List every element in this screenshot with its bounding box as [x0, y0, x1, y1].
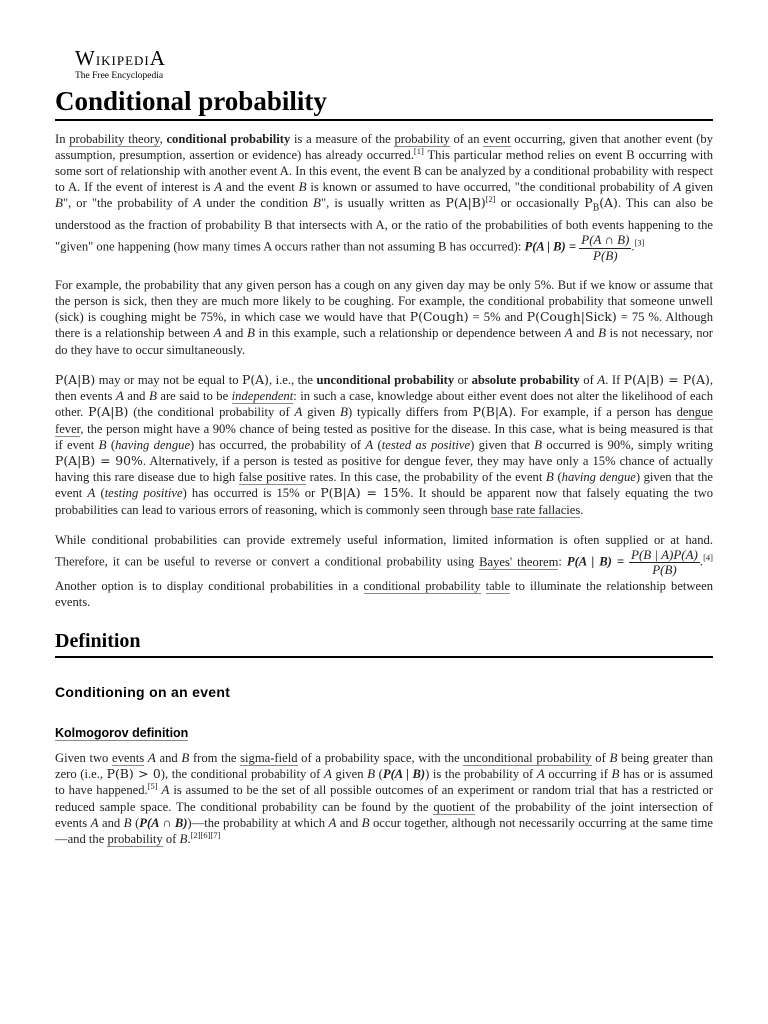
intro-paragraph: In probability theory, conditional probability is a measure of the probability of an event occurring, given that another event (by assumption, presumption, assertion or evidence) has already occurred.[1] This particular method relies on event B occurring with some sort of relationship with another event A. In this event, the event B can be analyzed by a conditional probability with respect to A. If the event of interest is A and the event B is known or assumed to have occurred, "the conditional probability of A given B", or "the probability of A under the condition B", is usually written as P(A|B)[2] or occasionally $P_B(A)$. This can also be understood as the fraction of probability B that intersects with A, or the ratio of the probabilities of both events happening to the "given" one happening (how many times A occurs rather than not assuming B has occurred): P(A | B) = $\frac{P(A \cap B)}{P(B)}$ .[3] — [55, 131, 714, 263]
link-events[interactable]: events — [112, 750, 145, 765]
link-base-rate-fallacies[interactable]: base rate fallacies — [490, 502, 581, 517]
logo-tagline: The Free Encyclopedia — [75, 71, 164, 81]
heading-conditioning-on-an-event: Conditioning on an event — [55, 683, 231, 700]
link-false-positive[interactable]: false positive — [238, 470, 306, 485]
bayes-paragraph: While conditional probabilities can provide extremely useful information, limited information is often supplied or at hand. Therefore, it can be useful to reverse or convert a conditional probability using Bayes' theorem: P(A | B) = $\frac{P(B | A)P(A)}{P(B)}$ .[4] Another option is to display conditional probabilities in a conditional probability table to illuminate the relationship between events. — [55, 532, 713, 609]
kolmogorov-paragraph: Given two events A and B from the sigma-field of a probability space, with the unconditional probability of B being greater than zero (i.e., P(B) > 0), the conditional probability of A given B (P(A | B)) is the probability of A occurring if B has or is assumed to have happened.[5] A is assumed to be the set of all possible outcomes of an experiment or random trial that has a restricted or reduced sample space. The conditional probability can be found by the quotient of the probability of the joint intersection of events A and B (P(A ∩ B))—the probability at which A and B occur together, although not necessarily occurring at the same time—and the probability of B.[2][6][7] — [55, 749, 714, 846]
formula-definition-lhs: P(A | B) = — [524, 239, 577, 254]
link-unconditional-probability[interactable]: unconditional probability — [463, 750, 592, 765]
ref-2[interactable]: [2] — [485, 194, 496, 205]
link-event[interactable]: event — [483, 131, 511, 146]
ref-5[interactable]: [5] — [147, 781, 158, 792]
formula-bayes-lhs: P(A | B) = — [566, 554, 625, 569]
link-probability-2[interactable]: probability — [107, 831, 163, 846]
link-bayes-theorem[interactable]: Bayes' theorem — [479, 554, 559, 569]
term-conditional-probability: conditional probability — [166, 131, 291, 146]
formula-bayes-fraction: $\frac{P(B | A)P(A)}{P(B)}$ — [631, 546, 698, 578]
link-probability-theory[interactable]: probability theory — [69, 131, 160, 146]
link-quotient[interactable]: quotient — [433, 799, 475, 814]
heading-definition: Definition — [55, 630, 713, 658]
article — [55, 48, 713, 847]
independence-paragraph: P(A|B) may or may not be equal to P(A), i.e., the unconditional probability or absolute probability of A. If P(A|B) = P(A), then events A and B are said to be independent: in such a case, knowledge about either event does not alter the likelihood of each other. P(A|B) (the conditional probability of A given B) typically differs from P(B|A). For example, if a person has dengue fever, the person might have a 90% chance of being tested as positive for the disease. In this case, what is being measured is that if event B (having dengue) has occurred, the probability of A (tested as positive) given that B occurred is 90%, simply writing P(A|B) = 90%. Alternatively, if a person is tested as positive for dengue fever, they may have only a 15% chance of actually having this rare disease due to high false positive rates. In this case, the probability of the event B (having dengue) given that the event A (testing positive) has occurred is 15% or P(B|A) = 15%. It should be apparent now that falsely equating the two probabilities can lead to various errors of reasoning, which is commonly seen through base rate fallacies. — [55, 371, 714, 517]
example-paragraph: For example, the probability that any given person has a cough on any given day may be only 5%. But if we know or assume that the person is sick, then they are much more likely to be coughing. For example, the conditional probability that someone unwell (sick) is coughing might be 75%, in which case we would have that P(Cough) = 5% and P(Cough|Sick) = 75 %. Although there is a relationship between A and B in this example, such a relationship or dependence between A and B is not necessary, nor do they have to occur simultaneously. — [55, 277, 713, 357]
link-table[interactable]: table — [485, 578, 511, 593]
link-sigma-field[interactable]: sigma-field — [240, 750, 298, 765]
link-probability[interactable]: probability — [394, 131, 450, 146]
ref-2-6-7[interactable]: [2][6][7] — [190, 829, 221, 840]
logo-wordmark: WikipediA — [75, 46, 166, 70]
link-dengue-fever[interactable]: dengue fever — [55, 405, 713, 436]
heading-kolmogorov-definition: Kolmogorov definition — [55, 725, 189, 740]
wikipedia-logo[interactable] — [75, 48, 713, 82]
ref-4[interactable]: [4] — [703, 552, 713, 563]
page-title: Conditional probability — [55, 86, 713, 121]
formula-definition-fraction: $\frac{P(A \cap B)}{P(B)}$ — [581, 232, 630, 263]
ref-3[interactable]: [3] — [634, 237, 645, 248]
link-conditional-probability[interactable]: conditional probability — [363, 578, 481, 593]
link-independent[interactable]: independent — [231, 389, 294, 404]
ref-1[interactable]: [1] — [413, 145, 424, 156]
